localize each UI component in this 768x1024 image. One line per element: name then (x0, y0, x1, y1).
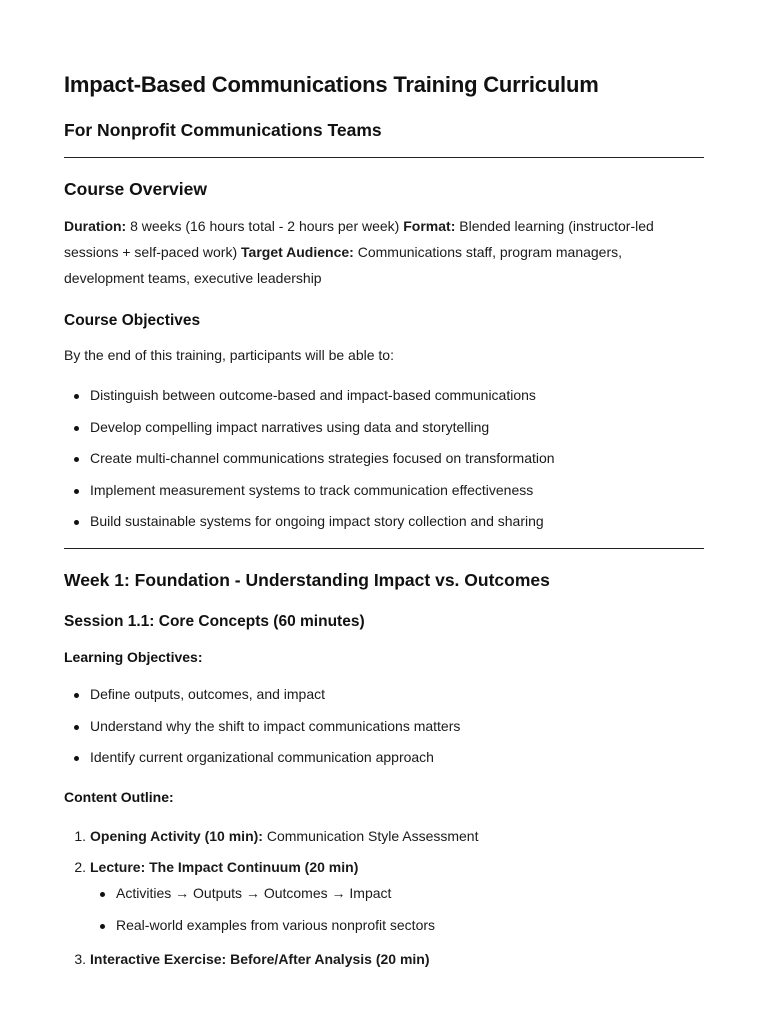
list-item: Understand why the shift to impact communications matters (64, 718, 704, 750)
list-item: Create multi-channel communications strategies focused on transformation (64, 450, 704, 482)
outline-sublist (90, 885, 704, 948)
outline-bold: Lecture: The Impact Continuum (20 min) (90, 859, 359, 875)
audience-label: Target Audience: (241, 244, 354, 260)
objectives-intro: By the end of this training, participants will be able to: (64, 347, 394, 363)
outline-item (64, 859, 358, 875)
outline-number: 3. (74, 951, 86, 967)
divider (64, 157, 704, 158)
divider (64, 548, 704, 549)
list-item: Real-world examples from various nonprofit sectors (90, 917, 704, 949)
list-item: Develop compelling impact narratives using data and storytelling (64, 419, 704, 451)
list-item: Build sustainable systems for ongoing impact story collection and sharing (64, 513, 704, 545)
outline-number: 1. (74, 828, 86, 844)
audience-value: Communications staff, program managers, (353, 244, 623, 260)
outline-bold: Interactive Exercise: Before/After Analysis (20 min) (90, 951, 430, 967)
list-item: Implement measurement systems to track communication effectiveness (64, 482, 704, 514)
list-item: Define outputs, outcomes, and impact (64, 686, 704, 718)
overview-heading: Course Overview (64, 179, 207, 199)
objectives-list (64, 387, 704, 545)
week1-heading: Week 1: Foundation - Understanding Impact vs. Outcomes (64, 570, 550, 590)
format-label: Format: (403, 218, 456, 234)
list-item: Distinguish between outcome-based and impact-based communications (64, 387, 704, 419)
outline-item (64, 828, 478, 844)
duration-label: Duration: (64, 218, 127, 234)
content-outline-heading: Content Outline: (64, 789, 174, 805)
outline-number: 2. (74, 859, 86, 875)
objectives-heading: Course Objectives (64, 312, 201, 329)
outline-bold: Opening Activity (10 min): (90, 828, 263, 844)
list-item: Identify current organizational communication approach (64, 749, 704, 781)
page-title: Impact-Based Communications Training Curriculum (64, 72, 599, 97)
overview-paragraph (64, 213, 704, 291)
audience-value-cont: development teams, executive leadership (64, 270, 322, 286)
session-heading: Session 1.1: Core Concepts (60 minutes) (64, 613, 365, 630)
page-subtitle: For Nonprofit Communications Teams (64, 120, 382, 140)
learning-objectives-list (64, 686, 704, 781)
format-value-cont: sessions + self-paced work) (64, 244, 242, 260)
learning-objectives-heading: Learning Objectives: (64, 649, 203, 665)
outline-text: Communication Style Assessment (262, 828, 479, 844)
outline-item (64, 951, 430, 967)
list-item: Activities → Outputs → Outcomes → Impact (90, 885, 704, 917)
format-value: Blended learning (instructor-led (455, 218, 654, 234)
duration-value: 8 weeks (16 hours total - 2 hours per week) (126, 218, 404, 234)
